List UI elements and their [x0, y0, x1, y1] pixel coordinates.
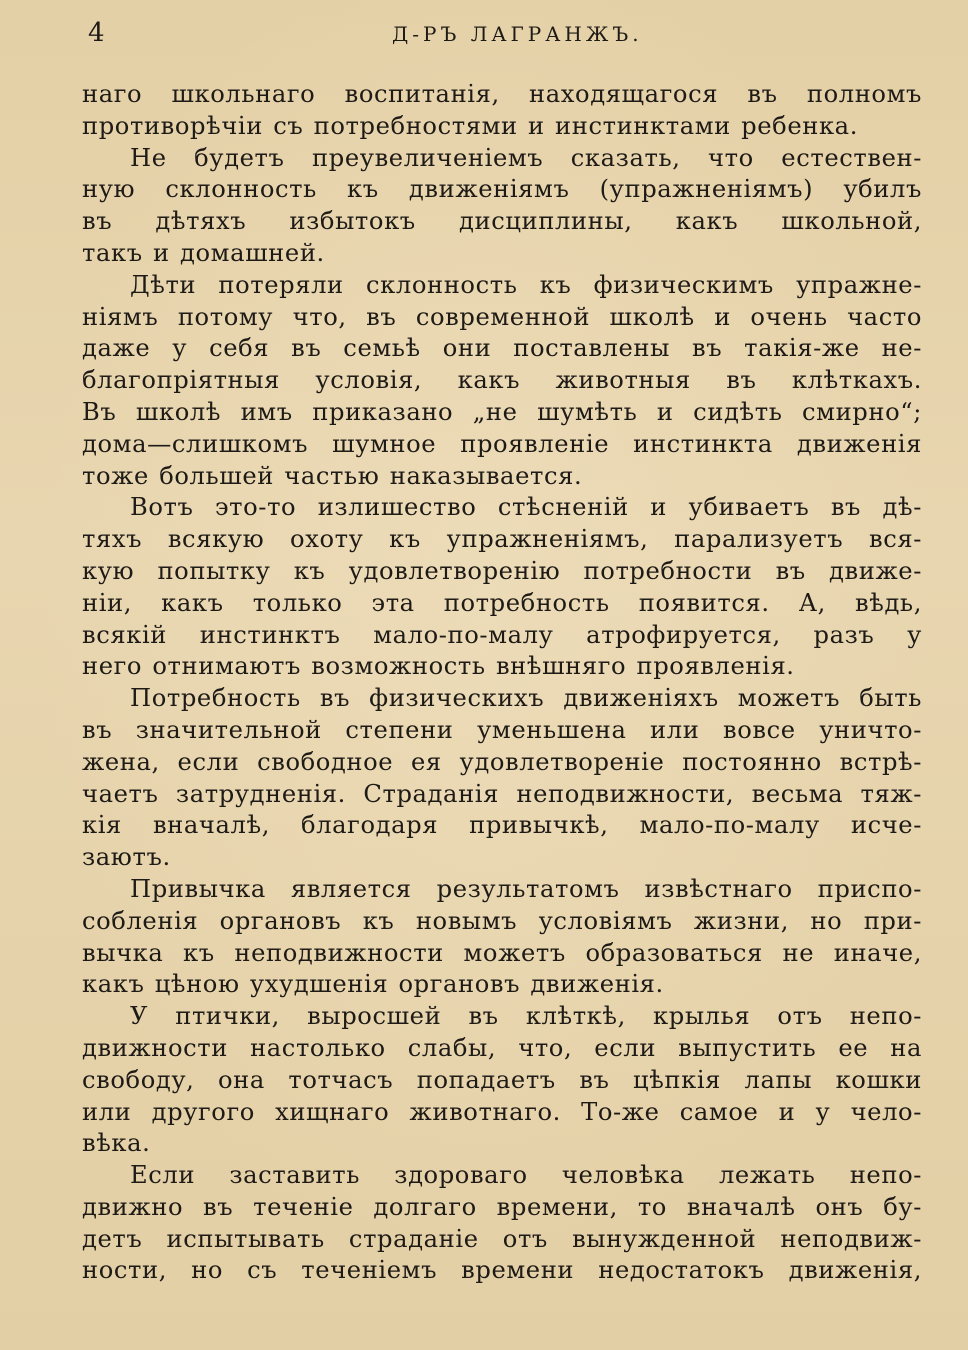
text-line: кія вначалѣ, благодаря привычкѣ, мало-по-малу исче-	[82, 811, 922, 840]
text-line: въ значительной степени уменьшена или вовсе уничто-	[82, 715, 922, 744]
page-header	[82, 18, 922, 52]
text-line: ніямъ потому что, въ современной школѣ и очень часто	[82, 302, 922, 331]
text-line: ную склонность къ движеніямъ (упражненіямъ) убилъ	[82, 175, 922, 204]
text-line: дома—слишкомъ шумное проявленіе инстинкта движенія	[82, 429, 922, 458]
text-line: движно въ теченіе долгаго времени, то вначалѣ онъ бу-	[82, 1192, 922, 1221]
text-line: наго школьнаго воспитанія, находящагося въ полномъ	[82, 80, 922, 108]
text-line: заютъ.	[82, 843, 171, 872]
text-line: чаетъ затрудненія. Страданія неподвижности, весьма тяж-	[82, 779, 922, 808]
text-line: тоже большей частью наказывается.	[82, 461, 583, 490]
text-line: Потребность въ физическихъ движеніяхъ можетъ быть	[130, 684, 922, 713]
text-line: тяхъ всякую охоту къ упражненіямъ, парализуетъ вся-	[82, 525, 922, 554]
text-line: благопріятныя условія, какъ животныя въ клѣткахъ.	[82, 366, 922, 395]
text-line: У птички, выросшей въ клѣткѣ, крылья отъ непо-	[130, 1002, 922, 1031]
text-line: какъ цѣною ухудшенія органовъ движенія.	[82, 970, 664, 999]
running-head: Д-РЪ ЛАГРАНЖЪ.	[392, 22, 643, 46]
text-line: свободу, она тотчасъ попадаетъ въ цѣпкія лапы кошки	[82, 1065, 922, 1094]
text-line: всякій инстинктъ мало-по-малу атрофируется, разъ у	[82, 620, 922, 649]
text-line: Дѣти потеряли склонность къ физическимъ упражне-	[130, 270, 922, 299]
page-number: 4	[88, 18, 105, 48]
text-line: детъ испытывать страданіе отъ вынужденной неподвиж-	[82, 1224, 922, 1253]
text-line: движности настолько слабы, что, если выпустить ее на	[82, 1033, 922, 1062]
text-line: Если заставить здороваго человѣка лежать непо-	[130, 1161, 922, 1190]
text-line: Не будетъ преувеличеніемъ сказать, что естествен-	[130, 143, 922, 172]
text-line: него отнимаютъ возможность внѣшняго проявленія.	[82, 652, 795, 681]
text-line: кую попытку къ удовлетворенію потребности въ движе-	[82, 556, 922, 585]
text-line: жена, если свободное ея удовлетвореніе постоянно встрѣ-	[82, 747, 922, 776]
text-line: вычка къ неподвижности можетъ образоваться не иначе,	[82, 938, 922, 967]
text-line: даже у себя въ семьѣ они поставлены въ такія-же не-	[82, 334, 922, 363]
body-text	[82, 79, 922, 1287]
text-line: ніи, какъ только эта потребность появится. А, вѣдь,	[82, 588, 922, 617]
text-line: въ дѣтяхъ избытокъ дисциплины, какъ школьной,	[82, 207, 922, 236]
text-line: Въ школѣ имъ приказано „не шумѣть и сидѣть смирно“;	[82, 397, 922, 426]
text-line: собленія органовъ къ новымъ условіямъ жизни, но при-	[82, 906, 922, 935]
text-line: или другого хищнаго животнаго. То-же самое и у чело-	[82, 1097, 922, 1126]
text-line: Вотъ это-то излишество стѣсненій и убиваетъ въ дѣ-	[130, 493, 922, 522]
text-line: вѣка.	[82, 1129, 151, 1158]
text-line: противорѣчіи съ потребностями и инстинктами ребенка.	[82, 111, 858, 140]
text-line: ности, но съ теченіемъ времени недостатокъ движенія,	[82, 1256, 922, 1285]
text-line: такъ и домашней.	[82, 238, 325, 267]
text-line: Привычка является результатомъ извѣстнаго приспо-	[130, 874, 922, 903]
